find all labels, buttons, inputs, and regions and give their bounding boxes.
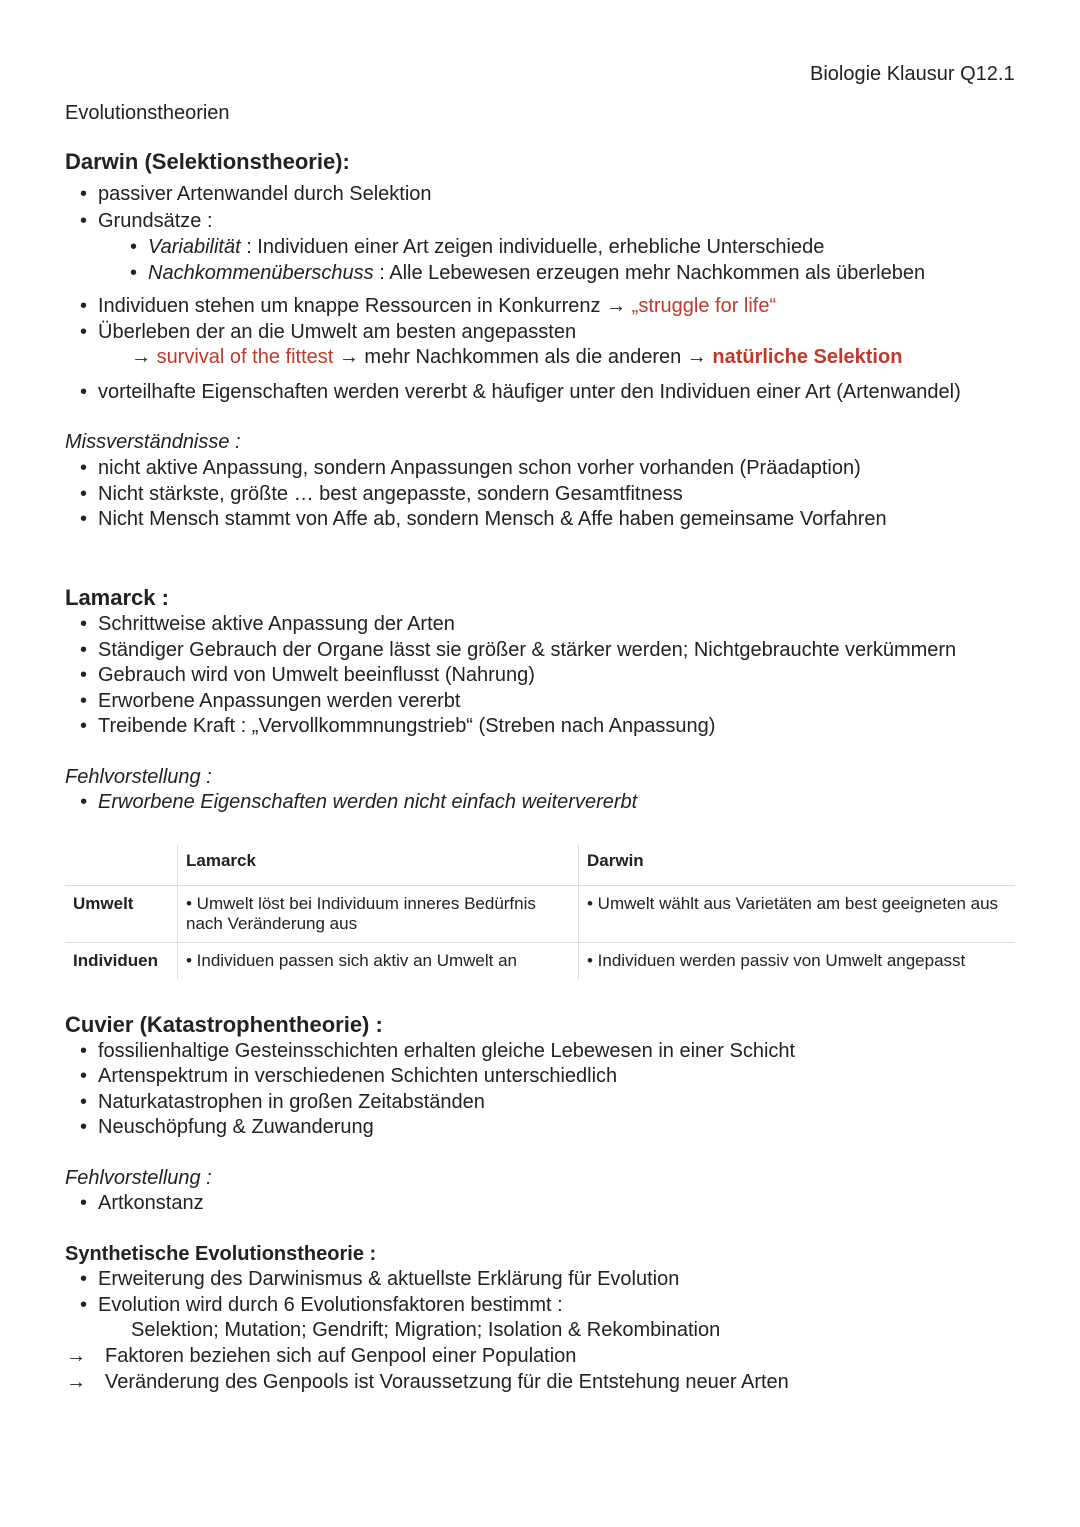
document-header: Biologie Klausur Q12.1 bbox=[810, 63, 1015, 85]
synth-bullet-2: • Evolution wird durch 6 Evolutionsfaktoren bestimmt : bbox=[98, 1292, 563, 1318]
darwin-bullet-5: • vorteilhafte Eigenschaften werden vererbt & häufiger unter den Individuen einer Art (Artenwandel) bbox=[98, 379, 961, 405]
cuvier-bullet-3: • Naturkatastrophen in großen Zeitabständen bbox=[98, 1089, 485, 1115]
nachkommen-term: Nachkommenüberschuss bbox=[148, 262, 374, 284]
synth-arrow-point-1: Faktoren beziehen sich auf Genpool einer Population bbox=[105, 1345, 577, 1367]
table-header-empty bbox=[65, 845, 178, 886]
nachkommen-text: : Alle Lebewesen erzeugen mehr Nachkommen als überleben bbox=[373, 262, 926, 284]
cell-umwelt-lamarck: • Umwelt löst bei Individuum inneres Bedürfnis nach Veränderung aus bbox=[178, 886, 579, 943]
darwin-heading: Darwin (Selektionstheorie): bbox=[65, 149, 350, 174]
darwin-bullet-2: • Grundsätze : bbox=[98, 208, 213, 234]
arrow-icon: → bbox=[131, 346, 157, 368]
missverstaendnisse-heading: Missverständnisse : bbox=[65, 431, 241, 453]
cuvier-heading: Cuvier (Katastrophentheorie) : bbox=[65, 1012, 383, 1037]
comparison-table bbox=[65, 845, 1015, 979]
lamarck-bullet-2: • Ständiger Gebrauch der Organe lässt sie größer & stärker werden; Nichtgebrauchte verkümmern bbox=[98, 637, 956, 663]
darwin-bullet-4: • Überleben der an die Umwelt am besten angepassten bbox=[98, 319, 576, 345]
variabilitaet-term: Variabilität bbox=[148, 236, 241, 258]
page-title: Evolutionstheorien bbox=[65, 102, 230, 124]
lamarck-bullet-3: • Gebrauch wird von Umwelt beeinflusst (Nahrung) bbox=[98, 662, 535, 688]
table-header-row bbox=[65, 845, 1015, 886]
darwin-bullet-3 bbox=[98, 293, 776, 319]
lamarck-bullet-5: • Treibende Kraft : „Vervollkommnungstrieb“ (Streben nach Anpassung) bbox=[98, 713, 715, 739]
table-header-darwin: Darwin bbox=[579, 845, 1016, 886]
cuvier-fehlvorstellung-1: • Artkonstanz bbox=[98, 1190, 204, 1216]
cuvier-bullet-4: • Neuschöpfung & Zuwanderung bbox=[98, 1114, 374, 1140]
cell-umwelt-darwin: • Umwelt wählt aus Varietäten am best geeigneten aus bbox=[579, 886, 1016, 943]
darwin-sub-bullet-2 bbox=[148, 260, 925, 286]
cuvier-fehlvorstellung-heading: Fehlvorstellung : bbox=[65, 1167, 212, 1189]
row-label-individuen: Individuen bbox=[65, 943, 178, 980]
cuvier-bullet-1: • fossilienhaltige Gesteinsschichten erhalten gleiche Lebewesen in einer Schicht bbox=[98, 1038, 795, 1064]
lamarck-bullet-4: • Erworbene Anpassungen werden vererbt bbox=[98, 688, 460, 714]
struggle-for-life: „struggle for life“ bbox=[631, 295, 777, 317]
synth-bullet-1: • Erweiterung des Darwinismus & aktuellste Erklärung für Evolution bbox=[98, 1266, 679, 1292]
arrow-icon: → bbox=[66, 1345, 86, 1367]
missverstaendnis-1: • nicht aktive Anpassung, sondern Anpassungen schon vorher vorhanden (Präadaption) bbox=[98, 455, 861, 481]
missverstaendnis-2: • Nicht stärkste, größte … best angepasste, sondern Gesamtfitness bbox=[98, 481, 683, 507]
darwin-arrow-line bbox=[131, 344, 902, 370]
arrow-mid-text: → mehr Nachkommen als die anderen → bbox=[333, 346, 713, 368]
table-header-lamarck: Lamarck bbox=[178, 845, 579, 886]
cuvier-bullet-2: • Artenspektrum in verschiedenen Schichten unterschiedlich bbox=[98, 1063, 617, 1089]
missverstaendnis-3: • Nicht Mensch stammt von Affe ab, sondern Mensch & Affe haben gemeinsame Vorfahren bbox=[98, 506, 887, 532]
lamarck-fehlvorstellung-1: • Erworbene Eigenschaften werden nicht einfach weitervererbt bbox=[98, 789, 637, 815]
table-row bbox=[65, 886, 1015, 943]
lamarck-bullet-1: • Schrittweise aktive Anpassung der Arten bbox=[98, 611, 455, 637]
row-label-umwelt: Umwelt bbox=[65, 886, 178, 943]
cell-individuen-darwin: • Individuen werden passiv von Umwelt angepasst bbox=[579, 943, 1016, 980]
variabilitaet-text: : Individuen einer Art zeigen individuelle, erhebliche Unterschiede bbox=[240, 236, 825, 258]
lamarck-fehlvorstellung-heading: Fehlvorstellung : bbox=[65, 766, 212, 788]
konkurrenz-text: Individuen stehen um knappe Ressourcen in Konkurrenz → bbox=[98, 295, 632, 317]
darwin-sub-bullet-1 bbox=[148, 234, 824, 260]
natuerliche-selektion: natürliche Selektion bbox=[712, 346, 903, 368]
synth-arrow-point-2: Veränderung des Genpools ist Voraussetzung für die Entstehung neuer Arten bbox=[105, 1371, 789, 1393]
evolutionsfaktoren-list: Selektion; Mutation; Gendrift; Migration; Isolation & Rekombination bbox=[131, 1319, 721, 1341]
synth-heading: Synthetische Evolutionstheorie : bbox=[65, 1243, 377, 1265]
table-row bbox=[65, 943, 1015, 980]
survival-of-the-fittest: survival of the fittest bbox=[156, 346, 334, 368]
arrow-icon: → bbox=[66, 1371, 86, 1393]
lamarck-heading: Lamarck : bbox=[65, 585, 169, 610]
darwin-bullet-1: • passiver Artenwandel durch Selektion bbox=[98, 181, 432, 207]
cell-individuen-lamarck: • Individuen passen sich aktiv an Umwelt an bbox=[178, 943, 579, 980]
